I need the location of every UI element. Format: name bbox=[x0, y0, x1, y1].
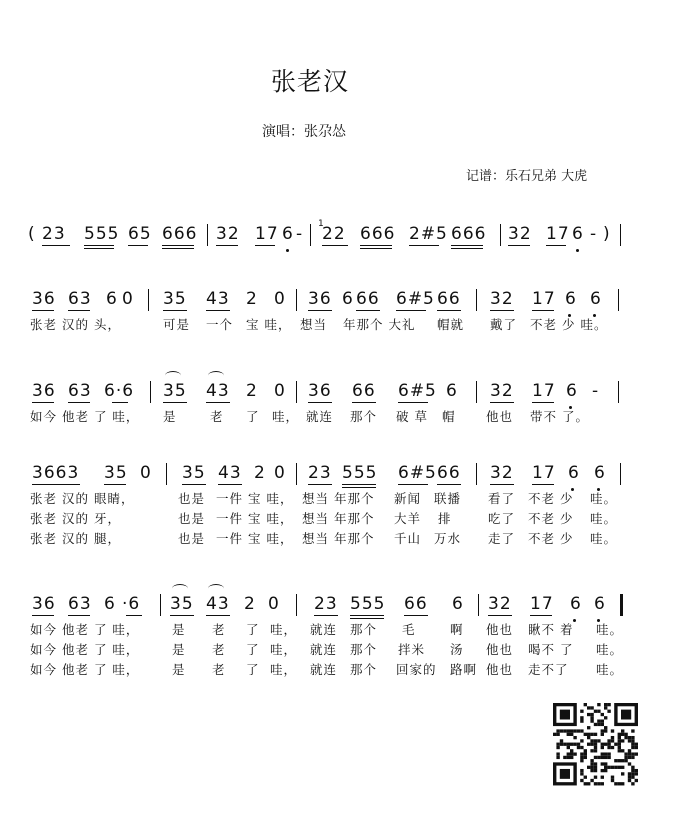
lyric-line bbox=[0, 407, 698, 427]
intro-open-paren: ( bbox=[28, 224, 36, 244]
lyric-segment: 如今 他老 了 哇， bbox=[30, 409, 140, 424]
lyric-segment: 老 bbox=[210, 409, 224, 424]
lyric-segment: 张老 汉的 眼睛， bbox=[30, 491, 135, 506]
note-group: 36 bbox=[308, 381, 332, 401]
lyric-segment: 带不 了。 bbox=[530, 409, 589, 424]
lyric-segment: 想当 bbox=[300, 317, 328, 332]
note-group: 32 bbox=[490, 289, 514, 309]
note-group: 555 bbox=[342, 463, 378, 483]
note-group: 17 bbox=[532, 381, 556, 401]
lyric-segment: 张老 汉的 牙， bbox=[30, 511, 121, 526]
note-group: 6 bbox=[282, 224, 294, 244]
note: ·6 bbox=[122, 594, 141, 614]
note-group: 36 bbox=[32, 289, 56, 309]
barline bbox=[476, 463, 477, 485]
lyric-segment: 毛 bbox=[402, 622, 416, 637]
lyric-verse-1 bbox=[0, 620, 698, 640]
note-group: 6#5 bbox=[398, 381, 437, 401]
lyric-segment: 拌米 bbox=[398, 642, 426, 657]
lyric-segment: 哇。 bbox=[590, 511, 618, 526]
barline bbox=[296, 289, 297, 311]
note-group: 43 bbox=[206, 594, 230, 614]
note-group: 36 bbox=[308, 289, 332, 309]
note-group: 43 bbox=[218, 463, 242, 483]
note: 0 bbox=[274, 463, 286, 483]
lyric-segment: 想当 年那个 bbox=[302, 491, 375, 506]
lyric-segment: 哇。 bbox=[590, 491, 618, 506]
note: 2 bbox=[246, 289, 258, 309]
note-group: 36 bbox=[32, 381, 56, 401]
note: 6 bbox=[566, 381, 578, 401]
lyric-segment: 不老 少 bbox=[528, 531, 574, 546]
lyric-segment: 哇。 bbox=[596, 662, 624, 677]
lyric-segment: 汤 bbox=[450, 642, 464, 657]
lyric-segment: 那个 bbox=[350, 662, 378, 677]
note-group: 66 bbox=[404, 594, 428, 614]
lyric-segment: 瞅不 着 bbox=[528, 622, 574, 637]
barline bbox=[207, 224, 208, 246]
lyric-segment: 他也 bbox=[486, 642, 514, 657]
lyric-segment: 喝不 了 bbox=[528, 642, 574, 657]
dash: - bbox=[590, 224, 598, 244]
lyric-segment: 是 bbox=[172, 622, 186, 637]
note: 0 bbox=[274, 381, 286, 401]
note-group: 666 bbox=[451, 224, 487, 244]
barline bbox=[476, 289, 477, 311]
barline bbox=[160, 594, 161, 616]
lyric-segment: 就连 bbox=[306, 409, 334, 424]
lyric-segment: 了 bbox=[246, 409, 260, 424]
note-group: 17 bbox=[530, 594, 554, 614]
lyric-segment: 看了 bbox=[488, 491, 516, 506]
lyric-segment: 张老 汉的 腿， bbox=[30, 531, 121, 546]
note-group: 17 bbox=[255, 224, 279, 244]
lyric-verse-2 bbox=[0, 640, 698, 660]
lyric-segment: 他也 bbox=[486, 662, 514, 677]
note: 6 bbox=[594, 463, 606, 483]
lyric-segment: 老 bbox=[212, 622, 226, 637]
lyric-segment: 戴了 bbox=[490, 317, 518, 332]
note-group: 35 bbox=[163, 289, 187, 309]
lyric-segment: 老 bbox=[212, 662, 226, 677]
song-title: 张老汉 bbox=[270, 67, 349, 96]
lyric-segment: 也是 bbox=[178, 531, 206, 546]
lyric-segment: 帽就 bbox=[437, 317, 465, 332]
lyric-verse-1 bbox=[0, 489, 698, 509]
note-group: 6#5 bbox=[396, 289, 435, 309]
note-group: 666 bbox=[360, 224, 396, 244]
lyric-segment: 一个 bbox=[206, 317, 234, 332]
lyric-segment: 大羊 bbox=[394, 511, 422, 526]
final-barline bbox=[620, 594, 623, 616]
note: 6 bbox=[342, 289, 354, 309]
barline bbox=[166, 463, 167, 485]
lyric-segment: 走了 bbox=[488, 531, 516, 546]
note-group: 43 bbox=[206, 381, 230, 401]
note-group: 23 bbox=[42, 224, 66, 244]
lyric-segment: 一件 宝 哇， bbox=[216, 511, 294, 526]
lyric-segment: 新闻 bbox=[394, 491, 422, 506]
dash: - bbox=[592, 381, 600, 401]
note-group: 32 bbox=[490, 381, 514, 401]
note-group: 32 bbox=[216, 224, 240, 244]
barline bbox=[620, 224, 621, 246]
lyric-segment: 帽 bbox=[442, 409, 456, 424]
note-group: 22 bbox=[322, 224, 346, 244]
lyric-segment: 也是 bbox=[178, 491, 206, 506]
note-group: 63 bbox=[68, 381, 92, 401]
lyric-segment: 不老 少 bbox=[528, 491, 574, 506]
lyric-segment: 就连 bbox=[310, 622, 338, 637]
lyric-segment: 是 bbox=[163, 409, 177, 424]
lyric-segment: 如今 他老 了 哇， bbox=[30, 662, 140, 677]
barline bbox=[310, 224, 311, 246]
barline bbox=[296, 381, 297, 403]
lyric-segment: 可是 bbox=[163, 317, 191, 332]
note-group: 65 bbox=[128, 224, 152, 244]
note-group: 23 bbox=[308, 463, 332, 483]
lyric-segment: 宝 哇， bbox=[246, 317, 292, 332]
performer-credit: 演唱：张尕怂 bbox=[262, 124, 346, 140]
note: 6 bbox=[106, 289, 118, 309]
lyric-segment: 想当 年那个 bbox=[302, 511, 375, 526]
note: 6 bbox=[570, 594, 582, 614]
note-group: 2#5 bbox=[409, 224, 448, 244]
note-group: 666 bbox=[162, 224, 198, 244]
barline bbox=[620, 463, 621, 485]
barline bbox=[500, 224, 501, 246]
note-group: 66 bbox=[356, 289, 380, 309]
lyric-segment: 万水 bbox=[434, 531, 462, 546]
lyric-segment: 是 bbox=[172, 642, 186, 657]
note: 6 bbox=[446, 381, 458, 401]
note-group: 6 bbox=[572, 224, 584, 244]
barline bbox=[618, 289, 619, 311]
note: 6 bbox=[452, 594, 464, 614]
lyric-segment: 了 bbox=[246, 642, 260, 657]
qr-code bbox=[553, 703, 641, 787]
dash: - bbox=[296, 224, 304, 244]
note: 0 bbox=[268, 594, 280, 614]
lyric-line bbox=[0, 315, 698, 335]
lyric-segment: 老 bbox=[212, 642, 226, 657]
lyric-segment: 那个 bbox=[350, 642, 378, 657]
note-group: 35 bbox=[182, 463, 206, 483]
lyric-segment: 是 bbox=[172, 662, 186, 677]
note-group: 66 bbox=[352, 381, 376, 401]
lyric-segment: 联播 bbox=[434, 491, 462, 506]
note: 6 bbox=[104, 594, 116, 614]
note: 0 bbox=[140, 463, 152, 483]
lyric-segment: 不老 少 bbox=[528, 511, 574, 526]
note: 2 bbox=[254, 463, 266, 483]
note-group: 36 bbox=[32, 594, 56, 614]
note-group: 3663 bbox=[32, 463, 80, 483]
note-group: 555 bbox=[350, 594, 386, 614]
barline bbox=[296, 463, 297, 485]
note: 0 bbox=[122, 289, 134, 309]
note-group: 35 bbox=[104, 463, 128, 483]
lyric-segment: 不老 少 哇。 bbox=[530, 317, 608, 332]
barline bbox=[478, 594, 479, 616]
lyric-segment: 一件 宝 哇， bbox=[216, 491, 294, 506]
lyric-segment: 一件 宝 哇， bbox=[216, 531, 294, 546]
note-group: 17 bbox=[532, 289, 556, 309]
lyric-segment: 回家的 bbox=[396, 662, 437, 677]
grace-note: 1 bbox=[318, 219, 325, 229]
lyric-segment: 哇， bbox=[270, 622, 298, 637]
barline bbox=[150, 381, 151, 403]
lyric-segment: 如今 他老 了 哇， bbox=[30, 622, 140, 637]
note-group: 63 bbox=[68, 289, 92, 309]
note: 6 bbox=[590, 289, 602, 309]
lyric-segment: 他也 bbox=[486, 409, 514, 424]
note-group: 23 bbox=[314, 594, 338, 614]
lyric-segment: 也是 bbox=[178, 511, 206, 526]
note-group: 6·6 bbox=[104, 381, 135, 401]
lyric-segment: 排 bbox=[438, 511, 452, 526]
intro-close-paren: ) bbox=[603, 224, 611, 244]
note-group: 32 bbox=[490, 463, 514, 483]
lyric-segment: 哇。 bbox=[590, 531, 618, 546]
note: 2 bbox=[244, 594, 256, 614]
lyric-segment: 想当 年那个 bbox=[302, 531, 375, 546]
lyric-verse-3 bbox=[0, 529, 698, 549]
lyric-segment: 路啊 bbox=[450, 662, 478, 677]
note-group: 35 bbox=[163, 381, 187, 401]
note-group: 35 bbox=[170, 594, 194, 614]
barline bbox=[296, 594, 297, 616]
note: 2 bbox=[246, 381, 258, 401]
note-group: 17 bbox=[546, 224, 570, 244]
note-group: 66 bbox=[437, 463, 461, 483]
lyric-segment: 啊 bbox=[450, 622, 464, 637]
barline bbox=[476, 381, 477, 403]
lyric-segment: 破 草 bbox=[396, 409, 428, 424]
lyric-segment: 那个 bbox=[350, 622, 378, 637]
lyric-segment: 吃了 bbox=[488, 511, 516, 526]
lyric-segment: 张老 汉的 头， bbox=[30, 317, 121, 332]
note-group: 555 bbox=[84, 224, 120, 244]
barline bbox=[148, 289, 149, 311]
note-group: 66 bbox=[437, 289, 461, 309]
lyric-verse-2 bbox=[0, 509, 698, 529]
lyric-segment: 哇。 bbox=[596, 622, 624, 637]
transcriber-credit: 记谱：乐石兄弟 大虎 bbox=[466, 169, 588, 184]
lyric-segment: 了 bbox=[246, 622, 260, 637]
note: 6 bbox=[565, 289, 577, 309]
lyric-segment: 哇， bbox=[270, 642, 298, 657]
lyric-segment: 就连 bbox=[310, 662, 338, 677]
note-group: 32 bbox=[508, 224, 532, 244]
lyric-segment: 就连 bbox=[310, 642, 338, 657]
lyric-segment: 哇， bbox=[270, 662, 298, 677]
lyric-verse-3 bbox=[0, 660, 698, 680]
note: 6 bbox=[568, 463, 580, 483]
lyric-segment: 他也 bbox=[486, 622, 514, 637]
lyric-segment: 哇。 bbox=[596, 642, 624, 657]
lyric-segment: 千山 bbox=[394, 531, 422, 546]
note: 6 bbox=[594, 594, 606, 614]
lyric-segment: 了 bbox=[246, 662, 260, 677]
barline bbox=[618, 381, 619, 403]
lyric-segment: 那个 bbox=[350, 409, 378, 424]
note-group: 6#5 bbox=[398, 463, 437, 483]
lyric-segment: 走不了 bbox=[528, 662, 569, 677]
note-group: 63 bbox=[68, 594, 92, 614]
note-group: 17 bbox=[532, 463, 556, 483]
lyric-segment: 年那个 大礼 bbox=[343, 317, 416, 332]
lyric-segment: 如今 他老 了 哇， bbox=[30, 642, 140, 657]
lyric-segment: 哇， bbox=[272, 409, 300, 424]
note-group: 43 bbox=[206, 289, 230, 309]
note-group: 32 bbox=[488, 594, 512, 614]
note: 0 bbox=[274, 289, 286, 309]
